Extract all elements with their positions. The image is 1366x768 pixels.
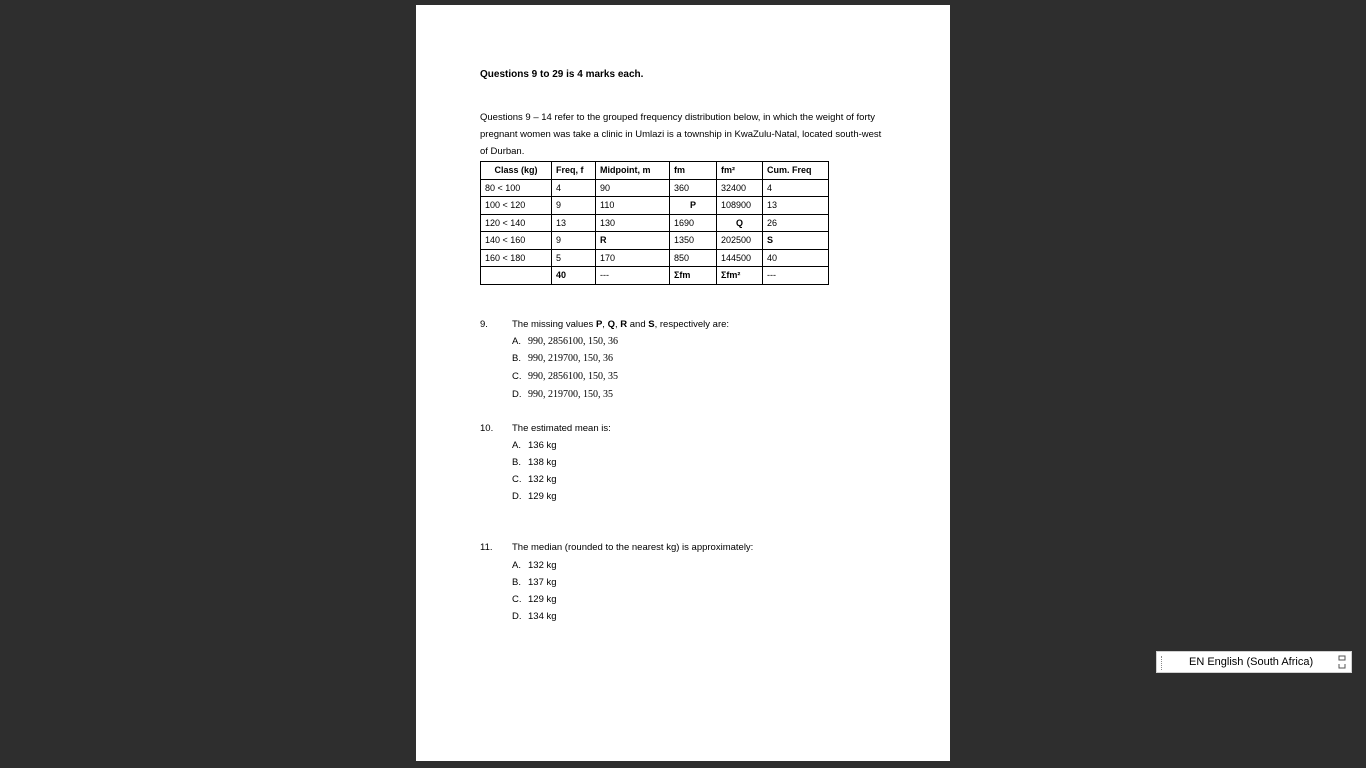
option-10c: C. 132 kg — [512, 474, 557, 485]
table-cell-unknown-p: P — [670, 197, 717, 215]
table-cell: 170 — [596, 249, 670, 267]
table-cell: 13 — [763, 197, 829, 215]
option-10a: A. 136 kg — [512, 440, 557, 451]
option-11a: A. 132 kg — [512, 560, 557, 571]
option-10b: B. 138 kg — [512, 457, 557, 468]
table-cell: 13 — [552, 214, 596, 232]
table-header-row — [481, 162, 829, 180]
table-row — [481, 179, 829, 197]
column-header: Freq, f — [552, 162, 596, 180]
table-cell-sum-fm2: Σfm² — [717, 267, 763, 285]
table-cell: 9 — [552, 232, 596, 250]
table-cell — [481, 267, 552, 285]
table-cell: 360 — [670, 179, 717, 197]
question-number: 11. — [480, 542, 493, 553]
table-row — [481, 214, 829, 232]
option-9d: D. 990, 219700, 150, 35 — [512, 389, 613, 400]
restore-icon[interactable] — [1337, 654, 1347, 670]
table-cell: 9 — [552, 197, 596, 215]
option-9a: A. 990, 2856100, 150, 36 — [512, 336, 618, 347]
section-heading: Questions 9 to 29 is 4 marks each. — [480, 69, 644, 80]
table-cell: 80 < 100 — [481, 179, 552, 197]
table-cell: 130 — [596, 214, 670, 232]
table-cell: 1350 — [670, 232, 717, 250]
table-cell: 26 — [763, 214, 829, 232]
column-header: fm — [670, 162, 717, 180]
intro-paragraph: Questions 9 – 14 refer to the grouped frequency distribution below, in which the weight of forty pregnant women was take a clinic in Umlazi is a township in KwaZulu-Natal, located south-west of Durban. — [480, 112, 882, 157]
option-9b: B. 990, 219700, 150, 36 — [512, 353, 613, 364]
language-bar[interactable] — [1156, 651, 1352, 673]
table-cell: 144500 — [717, 249, 763, 267]
table-cell: 850 — [670, 249, 717, 267]
language-indicator[interactable]: EN English (South Africa) — [1189, 656, 1314, 668]
table-cell-unknown-q: Q — [717, 214, 763, 232]
document-page — [416, 5, 950, 761]
table-cell: --- — [596, 267, 670, 285]
table-cell-sum-fm: Σfm — [670, 267, 717, 285]
table-cell: 140 < 160 — [481, 232, 552, 250]
option-9c: C. 990, 2856100, 150, 35 — [512, 371, 618, 382]
table-cell: 108900 — [717, 197, 763, 215]
table-cell: 110 — [596, 197, 670, 215]
question-text: The median (rounded to the nearest kg) is approximately: — [512, 542, 754, 553]
table-cell-total-freq: 40 — [552, 267, 596, 285]
option-11d: D. 134 kg — [512, 611, 557, 622]
column-header: Midpoint, m — [596, 162, 670, 180]
table-row — [481, 197, 829, 215]
table-cell: 4 — [763, 179, 829, 197]
table-cell: 5 — [552, 249, 596, 267]
table-cell: 4 — [552, 179, 596, 197]
question-text: The missing values P, Q, R and S, respectively are: — [512, 319, 730, 330]
table-cell: 32400 — [717, 179, 763, 197]
table-cell: --- — [763, 267, 829, 285]
option-11b: B. 137 kg — [512, 577, 557, 588]
table-cell: 202500 — [717, 232, 763, 250]
drag-handle[interactable] — [1161, 656, 1164, 670]
option-10d: D. 129 kg — [512, 491, 557, 502]
table-cell-unknown-s: S — [763, 232, 829, 250]
table-cell: 100 < 120 — [481, 197, 552, 215]
question-number: 9. — [480, 319, 488, 330]
table-cell-unknown-r: R — [596, 232, 670, 250]
column-header: Cum. Freq — [763, 162, 829, 180]
frequency-table — [480, 161, 829, 285]
table-total-row — [481, 267, 829, 285]
table-cell: 40 — [763, 249, 829, 267]
question-text: The estimated mean is: — [512, 423, 611, 434]
table-row — [481, 232, 829, 250]
table-row — [481, 249, 829, 267]
table-cell: 120 < 140 — [481, 214, 552, 232]
column-header: fm² — [717, 162, 763, 180]
column-header: Class (kg) — [481, 162, 552, 180]
table-cell: 90 — [596, 179, 670, 197]
question-number: 10. — [480, 423, 494, 434]
option-11c: C. 129 kg — [512, 594, 557, 605]
table-cell: 160 < 180 — [481, 249, 552, 267]
table-cell: 1690 — [670, 214, 717, 232]
